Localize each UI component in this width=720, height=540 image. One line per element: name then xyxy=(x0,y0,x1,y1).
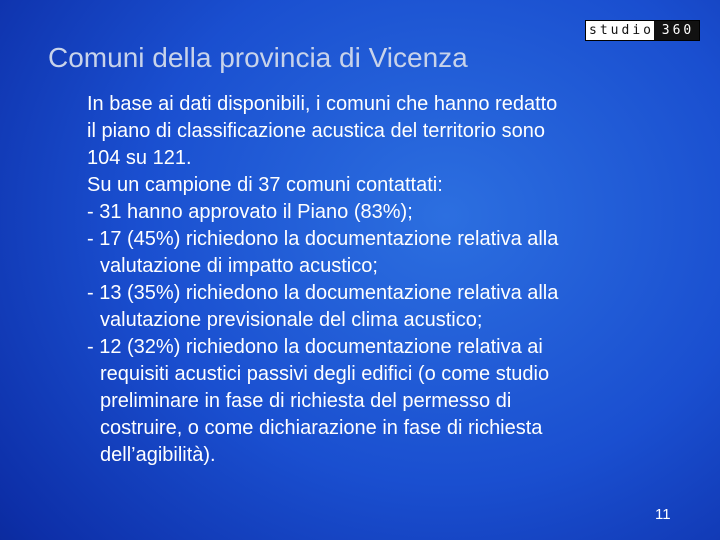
studio-360-logo xyxy=(585,20,700,41)
slide-title: Comuni della provincia di Vicenza xyxy=(48,42,468,73)
body-line: In base ai dati disponibili, i comuni che hanno redatto xyxy=(87,93,558,115)
slide-body xyxy=(87,91,687,469)
page-number: 11 xyxy=(655,506,671,523)
bullet-continuation: costruire, o come dichiarazione in fase di richiesta xyxy=(100,417,543,439)
bullet-item: - 13 (35%) richiedono la documentazione relativa alla xyxy=(87,282,559,304)
bullet-continuation: valutazione di impatto acustico; xyxy=(100,255,378,277)
logo-studio-text: studio xyxy=(586,21,654,40)
logo-360-text: 360 xyxy=(654,21,699,40)
body-line: 104 su 121. xyxy=(87,147,192,169)
bullet-continuation: requisiti acustici passivi degli edifici (o come studio xyxy=(100,363,550,385)
bullet-continuation: preliminare in fase di richiesta del permesso di xyxy=(100,390,512,412)
bullet-item: - 31 hanno approvato il Piano (83%); xyxy=(87,201,413,223)
body-line: Su un campione di 37 comuni contattati: xyxy=(87,174,443,196)
bullet-continuation: valutazione previsionale del clima acustico; xyxy=(100,309,483,331)
body-line: il piano di classificazione acustica del territorio sono xyxy=(87,120,546,142)
bullet-continuation: dell’agibilità). xyxy=(100,444,216,466)
bullet-item: - 12 (32%) richiedono la documentazione relativa ai xyxy=(87,336,543,358)
bullet-item: - 17 (45%) richiedono la documentazione relativa alla xyxy=(87,228,559,250)
